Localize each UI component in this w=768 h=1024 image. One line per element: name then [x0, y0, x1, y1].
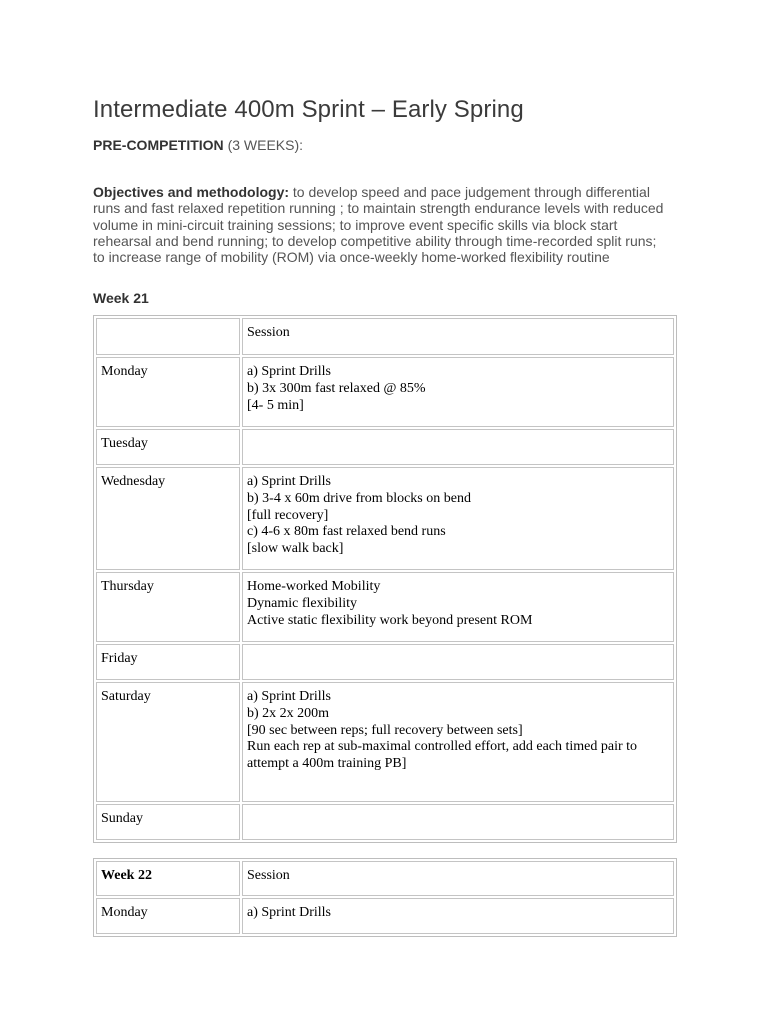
phase-line: [93, 137, 303, 153]
table-row: [96, 357, 674, 427]
session-line: b) 3x 300m fast relaxed @ 85%: [247, 380, 426, 396]
table-row: [96, 572, 674, 642]
day-cell: Friday: [96, 644, 240, 680]
objectives-label: Objectives and methodology:: [93, 184, 290, 200]
objectives-text: to develop speed and pace judgement through differential runs and fast relaxed repetition running ; to maintain strength endurance levels with reduced volume in mini-circuit training sessions; to improve event specific skills via block start rehearsal and bend running; to develop competitive ability through time-recorded split runs; to increase range of mobility (ROM) via once-weekly home-worked flexibility routine: [93, 184, 664, 266]
table-row: [96, 644, 674, 680]
session-cell: [242, 357, 674, 427]
week-22-table: [93, 858, 677, 937]
session-line: b) 2x 2x 200m: [247, 705, 330, 721]
table-row: [96, 429, 674, 465]
session-line: [slow walk back]: [247, 541, 344, 557]
session-cell: [242, 682, 674, 802]
day-cell: Tuesday: [96, 429, 240, 465]
header-week-cell: [96, 861, 240, 896]
table-row: [96, 682, 674, 802]
session-line: Dynamic flexibility: [247, 595, 358, 611]
day-cell: Monday: [96, 898, 240, 934]
table-row: [96, 804, 674, 840]
day-cell: Monday: [96, 357, 240, 427]
session-line: a) Sprint Drills: [247, 689, 331, 704]
session-cell: [242, 804, 674, 840]
week-22-label: Week 22: [101, 868, 152, 883]
week-21-label: Week 21: [93, 290, 149, 306]
session-line: [full recovery]: [247, 507, 329, 523]
header-day-cell: [96, 318, 240, 355]
session-cell: [242, 572, 674, 642]
session-cell: [242, 644, 674, 680]
week-21-table: [93, 315, 677, 843]
session-line: Active static flexibility work beyond present ROM: [247, 612, 533, 628]
table-row: [96, 898, 674, 934]
session-line: [90 sec between reps; full recovery between sets]: [247, 722, 523, 738]
session-line: c) 4-6 x 80m fast relaxed bend runs: [247, 524, 446, 540]
page-title: Intermediate 400m Sprint – Early Spring: [93, 96, 524, 123]
day-cell: Saturday: [96, 682, 240, 802]
session-line: a) Sprint Drills: [247, 905, 331, 920]
day-cell: Sunday: [96, 804, 240, 840]
session-line: Home-worked Mobility: [247, 579, 381, 594]
session-line: Run each rep at sub-maximal controlled effort, add each timed pair to attempt a 400m training PB]: [247, 739, 638, 772]
phase-label: PRE-COMPETITION: [93, 137, 224, 153]
session-line: a) Sprint Drills: [247, 364, 331, 379]
session-line: [4- 5 min]: [247, 397, 304, 413]
header-session-cell: Session: [242, 318, 674, 355]
session-cell: [242, 429, 674, 465]
day-cell: Wednesday: [96, 467, 240, 570]
day-cell: Thursday: [96, 572, 240, 642]
session-cell: [242, 898, 674, 934]
objectives-paragraph: [93, 184, 668, 265]
phase-duration: (3 WEEKS):: [227, 137, 304, 153]
table-header-row: [96, 318, 674, 355]
table-row: [96, 467, 674, 570]
table-header-row: [96, 861, 674, 896]
session-line: a) Sprint Drills: [247, 474, 331, 489]
header-session-cell: Session: [242, 861, 674, 896]
session-cell: [242, 467, 674, 570]
session-line: b) 3-4 x 60m drive from blocks on bend: [247, 490, 471, 506]
